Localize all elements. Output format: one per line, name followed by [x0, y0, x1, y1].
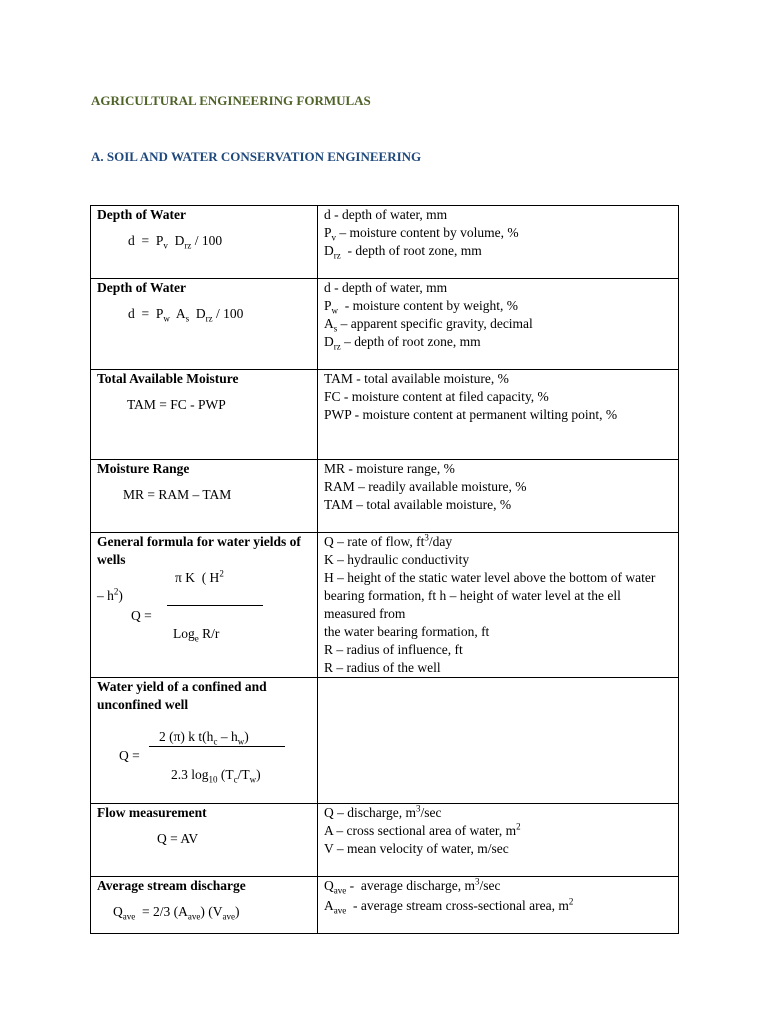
formula-cell — [91, 370, 318, 460]
table-row — [91, 804, 679, 877]
formula-cell — [91, 533, 318, 678]
formula: $d = P_v$ $D_{rz} / 100$ — [128, 233, 223, 251]
description-line: R – radius of influence, ft — [324, 642, 463, 657]
formula-cell — [91, 206, 318, 279]
description-line: $A_s$ – apparent specific gravity, decimal — [324, 316, 533, 334]
description-line: Q – rate of flow, $ft^3$/day — [324, 532, 453, 549]
description-cell — [318, 804, 679, 877]
description-cell — [318, 206, 679, 279]
description-line: R – radius of the well — [324, 660, 441, 675]
formula-cell — [91, 804, 318, 877]
description-line: d - depth of water, mm — [324, 207, 448, 222]
description-cell — [318, 460, 679, 533]
table-row — [91, 460, 679, 533]
description-line: $P_w$ - moisture content by weight, % — [324, 298, 518, 316]
formula-title: Moisture Range — [97, 461, 190, 476]
formula-title: Flow measurement — [97, 805, 207, 820]
formula-title: Total Available Moisture — [97, 371, 239, 386]
description-line: V – mean velocity of water, m/sec — [324, 841, 509, 856]
description-cell — [318, 279, 679, 370]
description-cell — [318, 678, 679, 804]
description-line: TAM – total available moisture, % — [324, 497, 512, 512]
formula-cell — [91, 877, 318, 934]
description-line: TAM - total available moisture, % — [324, 371, 509, 386]
table-row — [91, 877, 679, 934]
formula: $Q_{ave} = 2/3$ $(A_{ave})$ $(V_{ave})$ — [113, 904, 240, 922]
description-cell — [318, 533, 679, 678]
fraction-bar — [167, 605, 263, 606]
table-row — [91, 678, 679, 804]
description-line: PWP - moisture content at permanent wilting point, % — [324, 407, 618, 422]
table-row — [91, 206, 679, 279]
formula-title: Depth of Water — [97, 280, 186, 295]
formula-cell — [91, 279, 318, 370]
formula-title: Water yield of a confined and unconfined well — [97, 679, 267, 712]
description-line: H – height of the static water level above the bottom of water bearing formation, ft h – height of water level at the ell measured from — [324, 570, 656, 621]
formula: Q = AV — [157, 831, 199, 846]
table-row — [91, 279, 679, 370]
description-line: MR - moisture range, % — [324, 461, 455, 476]
description-line: d - depth of water, mm — [324, 280, 448, 295]
formula-cell — [91, 460, 318, 533]
formula: π K ( $H^2$ – $h^2$) Q = Log$_e$ R/r — [97, 569, 311, 657]
description-line: FC - moisture content at filed capacity, % — [324, 389, 549, 404]
formula: 2 (π) k $t(h_c - h_w)$ Q = 2.3 $\log_{10} (T_c/T_w)$ — [97, 714, 311, 794]
description-line: K – hydraulic conductivity — [324, 552, 470, 567]
description-line: $A_{ave}$ - average stream cross-sectional area, $m^2$ — [324, 896, 574, 916]
formula-title: Depth of Water — [97, 207, 186, 222]
formula-table — [90, 205, 679, 934]
table-row — [91, 533, 679, 678]
formula-title: Average stream discharge — [97, 878, 246, 893]
document-heading: AGRICULTURAL ENGINEERING FORMULAS — [91, 93, 371, 108]
description-cell — [318, 370, 679, 460]
description-line: $D_{rz}$ - depth of root zone, mm — [324, 243, 482, 261]
description-line: $D_{rz}$ – depth of root zone, mm — [324, 334, 481, 352]
description-line: the water bearing formation, ft — [324, 624, 490, 639]
formula-title: General formula for water yields of wells — [97, 534, 301, 567]
fraction-bar — [149, 746, 285, 747]
formula: MR = RAM – TAM — [123, 487, 232, 502]
description-line: RAM – readily available moisture, % — [324, 479, 527, 494]
description-line: $Q_{ave}$ - average discharge, $m^3/\sec$ — [324, 876, 501, 896]
description-line: Q – discharge, $m^3/\sec$ — [324, 803, 442, 820]
formula: $d = P_w$ $A_s$ $D_{rz} / 100$ — [128, 306, 244, 324]
table-row — [91, 370, 679, 460]
section-heading: A. SOIL AND WATER CONSERVATION ENGINEERING — [91, 149, 422, 164]
description-line: $P_v$ – moisture content by volume, % — [324, 225, 519, 243]
formula-cell — [91, 678, 318, 804]
description-cell — [318, 877, 679, 934]
formula: TAM = FC - PWP — [127, 397, 226, 412]
description-line: A – cross sectional area of water, $m^2$ — [324, 821, 521, 838]
